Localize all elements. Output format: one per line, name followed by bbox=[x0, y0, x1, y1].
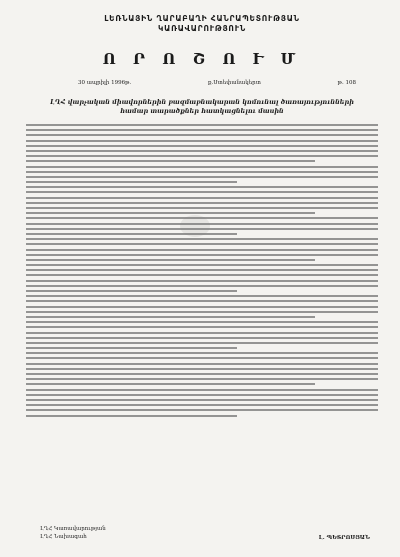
document-title: Ո Ր Ո Շ Ո Ւ Մ bbox=[102, 50, 302, 68]
scan-stain bbox=[180, 215, 210, 237]
document-subject: ԼՂՀ վարչական միավորներին բազմաբնակարան կոմունալ ծառայությունների համար տարածքներ հատկացնելու մասին bbox=[50, 98, 354, 115]
signatory-name: Լ. ՊԵՏՐՈՍՅԱՆ bbox=[318, 535, 370, 541]
signatory-titles bbox=[40, 525, 106, 541]
signatory-title-1: ԼՂՀ Կառավարության bbox=[40, 526, 106, 532]
document-date: 30 ապրիլի 1996թ. bbox=[78, 80, 132, 86]
document-header bbox=[26, 14, 378, 68]
document-meta bbox=[78, 80, 356, 86]
document-body-text bbox=[26, 124, 378, 417]
document-city: ք.Ստեփանակերտ bbox=[208, 80, 261, 86]
authority-line-2: ԿԱՌԱՎԱՐՈՒԹՅՈՒՆ bbox=[158, 24, 246, 33]
document-footer bbox=[40, 525, 370, 541]
signatory-title-2: ԼՂՀ Նախագահ bbox=[40, 534, 87, 540]
authority-line-1: ԼԵՌՆԱՅԻՆ ՂԱՐԱԲԱՂԻ ՀԱՆՐԱՊԵՏՈՒԹՅԱՆ bbox=[104, 14, 300, 23]
document-number: թ. 108 bbox=[337, 80, 356, 86]
